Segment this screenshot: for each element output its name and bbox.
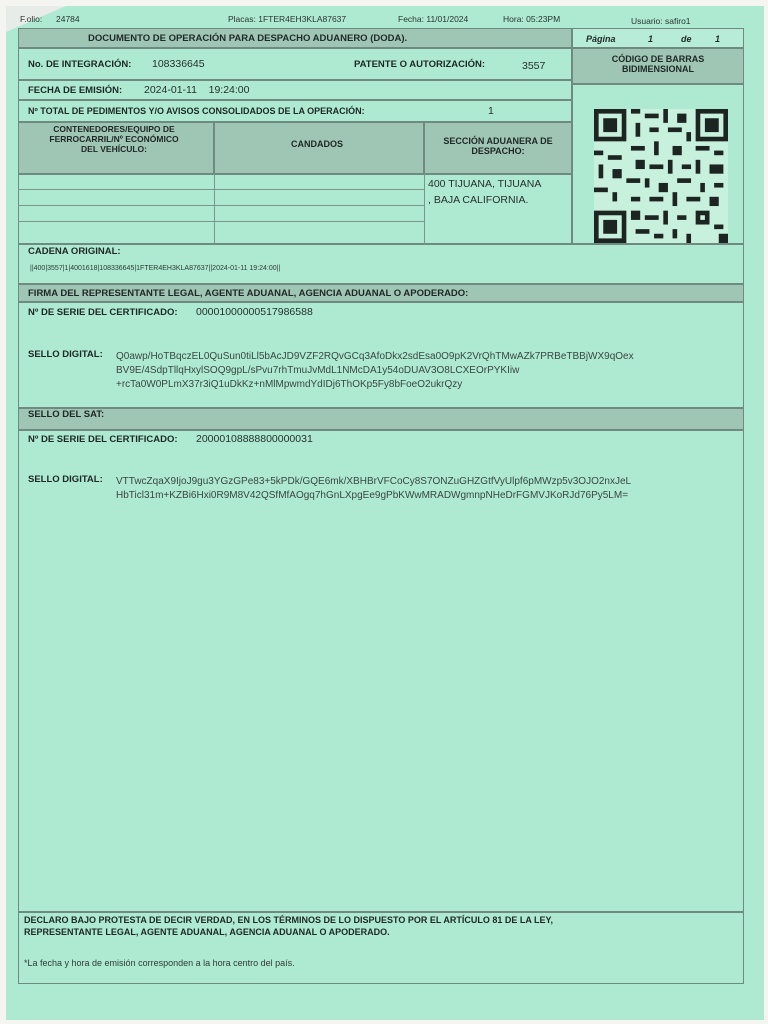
cadena-box [18,244,744,284]
divider [424,174,425,244]
codigo-barras-label: CÓDIGO DE BARRAS BIDIMENSIONAL [611,54,705,74]
fecha-emision-label: FECHA DE EMISIÓN: [28,85,123,96]
doda-document [6,6,764,1020]
folio-value: 24784 [56,14,80,24]
firma-label: FIRMA DEL REPRESENTANTE LEGAL, AGENTE ADUANAL, AGENCIA ADUANAL O APODERADO: [28,288,469,299]
fecha-emision-value: 2024-01-11 19:24:00 [144,84,250,96]
seccion-value-1: 400 TIJUANA, TIJUANA [428,178,542,190]
divider [214,174,215,244]
total-pedimentos-label: Nº TOTAL DE PEDIMENTOS Y/O AVISOS CONSOLIDADOS DE LA OPERACIÓN: [28,106,365,116]
serie2-value: 20000108888800000031 [196,433,313,445]
sello1-label: SELLO DIGITAL: [28,349,103,360]
sello1-line3: +rcTa0W0PLmX37r3iQ1uDkKz+nMlMpwmdYdIDj6ThOKp5Fy8bFoeO2ukrQzy [116,379,463,390]
sat-box [18,430,744,912]
divider [18,221,424,222]
de-label: de [681,34,692,44]
fecha-text: Fecha: 11/01/2024 [398,14,469,24]
serie1-value: 00001000000517986588 [196,306,313,318]
sello2-line1: VTTwcZqaX9IjoJ9gu3YGzGPe83+5kPDk/GQE6mk/XBHBrVFCoCy8S7ONZuGHZGtfVyUlpf6pMWzp5v3OJO2nxJeL [116,476,632,487]
sat-header [18,408,744,430]
cadena-label: CADENA ORIGINAL: [28,246,121,257]
hora-text: Hora: 05:23PM [503,14,561,24]
declaro-line1: DECLARO BAJO PROTESTA DE DECIR VERDAD, EN LOS TÉRMINOS DE LO DISPUESTO POR EL ARTÍCULO 81 DE LA LEY, [24,915,554,925]
serie1-label: Nº DE SERIE DEL CERTIFICADO: [28,307,178,318]
sello2-line2: HbTicl31m+KZBi6Hxi0R9M8V42QSfMfAOgq7hGnLXpgEe9gPbKWwMRADWgmnpNHeDrFGMVJKoRJd76Py5LM= [116,490,629,501]
qr-code-icon [594,106,728,246]
sat-label: SELLO DEL SAT: [28,409,105,420]
pagina-total: 1 [715,34,721,44]
pagina-number: 1 [648,34,654,44]
integracion-value: 108336645 [152,58,205,70]
divider [18,189,424,190]
sello1-line1: Q0awp/HoTBqczEL0QuSun0tiLl5bAcJD9VZF2RQvGCq3AfoDkx2sdEsa0O9pK2VrQhTMwAZk7PRBeTBBjWX9qOex [116,351,634,362]
integracion-label: No. DE INTEGRACIÓN: [28,59,132,70]
placas-text: Placas: 1FTER4EH3KLA87637 [228,14,347,24]
sello1-line2: BV9E/4SdpTllqHxylSOQ9gpL/sPvu7rhTmuJvMdL1NMcDA1y54oDUAV3O8LCXEOrPYKIiw [116,365,520,376]
serie2-label: Nº DE SERIE DEL CERTIFICADO: [28,434,178,445]
candados-label: CANDADOS [291,139,344,149]
nota-text: *La fecha y hora de emisión corresponden a la hora centro del país. [24,958,295,968]
usuario-text: Usuario: safiro1 [631,16,691,26]
divider [18,205,424,206]
document-title: DOCUMENTO DE OPERACIÓN PARA DESPACHO ADUANERO (DODA). [88,33,408,44]
patente-label: PATENTE O AUTORIZACIÓN: [354,59,486,70]
declaro-line2: REPRESENTANTE LEGAL, AGENTE ADUANAL, AGENCIA ADUANAL O APODERADO. [24,927,390,937]
seccion-value-2: , BAJA CALIFORNIA. [428,194,529,206]
total-pedimentos-value: 1 [488,105,494,117]
patente-value: 3557 [522,60,546,72]
contenedores-label: CONTENEDORES/EQUIPO DE FERROCARRIL/Nº ECONÓMICO DEL VEHÍCULO: [49,124,179,154]
cadena-value: ||400|3557|1|4001618|108336645|1FTER4EH3KLA87637||2024-01-11 19:24:00|| [30,265,281,272]
pagina-label: Página [586,34,616,44]
sello2-label: SELLO DIGITAL: [28,474,103,485]
seccion-label: SECCIÓN ADUANERA DE DESPACHO: [443,136,553,156]
folio-label: F.olio: [20,14,43,24]
